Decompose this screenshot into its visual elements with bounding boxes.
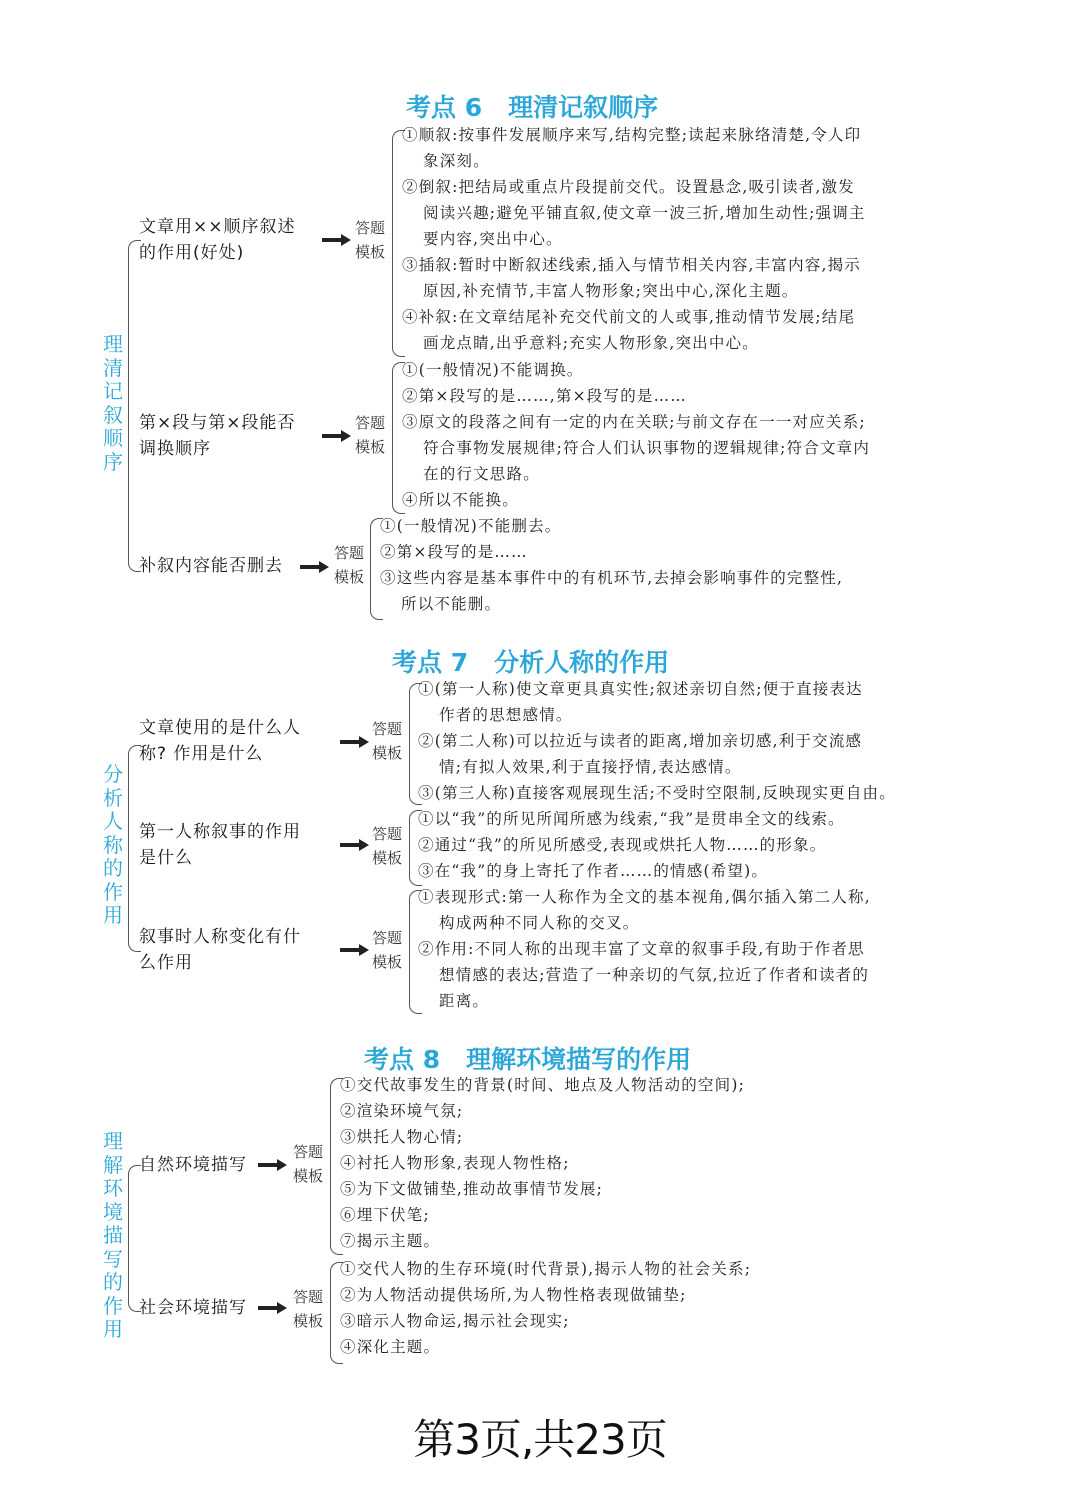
answer-list <box>418 806 845 884</box>
list-item: ②第×段写的是…… <box>380 543 528 561</box>
question-label: 第×段与第×段能否 调换顺序 <box>139 413 296 459</box>
arrow-icon <box>340 943 370 957</box>
arrow-icon <box>258 1301 288 1315</box>
list-item: ②倒叙:把结局或重点片段提前交代。设置悬念,吸引读者,激发 阅读兴趣;避免平铺直叙,使文章一波三折,增加生动性;强调主 要内容,突出中心。 <box>402 178 866 248</box>
list-item: ③插叙:暂时中断叙述线索,插入与情节相关内容,丰富内容,揭示 原因,补充情节,丰富人物形象;突出中心,深化主题。 <box>402 256 862 300</box>
section-number: 考点 7 <box>392 648 469 677</box>
question-label: 第一人称叙事的作用 是什么 <box>139 822 301 868</box>
outer-brace <box>128 240 141 572</box>
list-item: ⑤为下文做铺垫,推动故事情节发展; <box>340 1180 604 1198</box>
answer-template-label: 答题 模板 <box>372 720 403 762</box>
page-number: 第3页,共23页 <box>413 1415 667 1464</box>
answer-template-label: 答题 模板 <box>355 414 386 456</box>
list-item: ①交代故事发生的背景(时间、地点及人物活动的空间); <box>340 1076 746 1094</box>
list-item: ④衬托人物形象,表现人物性格; <box>340 1154 570 1172</box>
section-number: 考点 8 <box>364 1045 441 1074</box>
arrow-icon <box>340 735 370 749</box>
list-item: ②渲染环境气氛; <box>340 1102 464 1120</box>
arrow-icon <box>322 429 352 443</box>
list-item: ②第×段写的是……,第×段写的是…… <box>402 387 688 405</box>
list-item: ④补叙:在文章结尾补充交代前文的人或事,推动情节发展;结尾 画龙点睛,出乎意料;充实人物形象,突出中心。 <box>402 308 856 352</box>
list-item: ①(一般情况)不能删去。 <box>380 517 562 535</box>
list-item: ④所以不能换。 <box>402 491 519 509</box>
answer-template-label: 答题 模板 <box>334 544 365 586</box>
list-item: ①交代人物的生存环境(时代背景),揭示人物的社会关系; <box>340 1260 752 1278</box>
section-heading: 理清记叙顺序 <box>508 93 659 122</box>
question-label: 社会环境描写 <box>139 1298 247 1318</box>
answer-list <box>340 1072 745 1254</box>
list-item: ③暗示人物命运,揭示社会现实; <box>340 1312 570 1330</box>
answer-list <box>418 676 896 806</box>
arrow-icon <box>258 1158 288 1172</box>
list-item: ⑦揭示主题。 <box>340 1232 441 1250</box>
list-item: ②为人物活动提供场所,为人物性格表现做铺垫; <box>340 1286 687 1304</box>
arrow-icon <box>300 560 330 574</box>
question-label: 自然环境描写 <box>139 1155 247 1175</box>
list-item: ①(第一人称)使文章更具真实性;叙述亲切自然;便于直接表达 作者的思想感情。 <box>418 680 863 724</box>
answer-template-label: 答题 模板 <box>372 929 403 971</box>
answer-list <box>402 122 866 356</box>
list-item: ①顺叙:按事件发展顺序来写,结构完整;读起来脉络清楚,令人印 象深刻。 <box>402 126 862 170</box>
list-item: ③这些内容是基本事件中的有机环节,去掉会影响事件的完整性, 所以不能删。 <box>380 569 844 613</box>
list-item: ③烘托人物心情; <box>340 1128 464 1146</box>
section-title-8 <box>364 1040 691 1076</box>
list-item: ②(第二人称)可以拉近与读者的距离,增加亲切感,利于交流感 情;有拟人效果,利于直接抒情,表达感情。 <box>418 732 863 776</box>
answer-list <box>380 513 843 617</box>
answer-list <box>418 884 871 1014</box>
section-heading: 理解环境描写的作用 <box>466 1045 692 1074</box>
answer-list <box>402 357 870 513</box>
list-item: ⑥埋下伏笔; <box>340 1206 430 1224</box>
list-item: ①(一般情况)不能调换。 <box>402 361 584 379</box>
answer-template-label: 答题 模板 <box>293 1288 324 1330</box>
outer-brace <box>128 1165 141 1312</box>
question-label: 文章用××顺序叙述 的作用(好处) <box>139 217 296 263</box>
list-item: ③原文的段落之间有一定的内在关联;与前文存在一一对应关系; 符合事物发展规律;符合人们认识事物的逻辑规律;符合文章内 在的行文思路。 <box>402 413 871 483</box>
arrow-icon <box>340 838 370 852</box>
vertical-label-6: 理 清 记 叙 顺 序 <box>103 332 123 474</box>
section-title-7 <box>392 643 669 679</box>
list-item: ①表现形式:第一人称作为全文的基本视角,偶尔插入第二人称, 构成两种不同人称的交叉。 <box>418 888 871 932</box>
question-label: 叙事时人称变化有什 么作用 <box>139 927 301 973</box>
vertical-label-8: 理 解 环 境 描 写 的 作 用 <box>103 1129 123 1341</box>
answer-list <box>340 1256 751 1360</box>
section-heading: 分析人称的作用 <box>494 648 670 677</box>
list-item: ③在“我”的身上寄托了作者……的情感(希望)。 <box>418 862 769 880</box>
list-item: ①以“我”的所见所闻所感为线索,“我”是贯串全文的线索。 <box>418 810 845 828</box>
list-item: ③(第三人称)直接客观展现生活;不受时空限制,反映现实更自由。 <box>418 784 896 802</box>
answer-template-label: 答题 模板 <box>293 1143 324 1185</box>
list-item: ②通过“我”的所见所感受,表现或烘托人物……的形象。 <box>418 836 827 854</box>
question-label: 补叙内容能否删去 <box>139 556 283 576</box>
answer-template-label: 答题 模板 <box>372 825 403 867</box>
list-item: ②作用:不同人称的出现丰富了文章的叙事手段,有助于作者思 想情感的表达;营造了一种亲切的气氛,拉近了作者和读者的 距离。 <box>418 940 870 1010</box>
answer-template-label: 答题 模板 <box>355 219 386 261</box>
section-title-6 <box>406 88 658 124</box>
question-label: 文章使用的是什么人 称? 作用是什么 <box>139 718 301 764</box>
list-item: ④深化主题。 <box>340 1338 441 1356</box>
vertical-label-7: 分 析 人 称 的 作 用 <box>103 762 123 927</box>
section-number: 考点 6 <box>406 93 483 122</box>
arrow-icon <box>322 233 352 247</box>
